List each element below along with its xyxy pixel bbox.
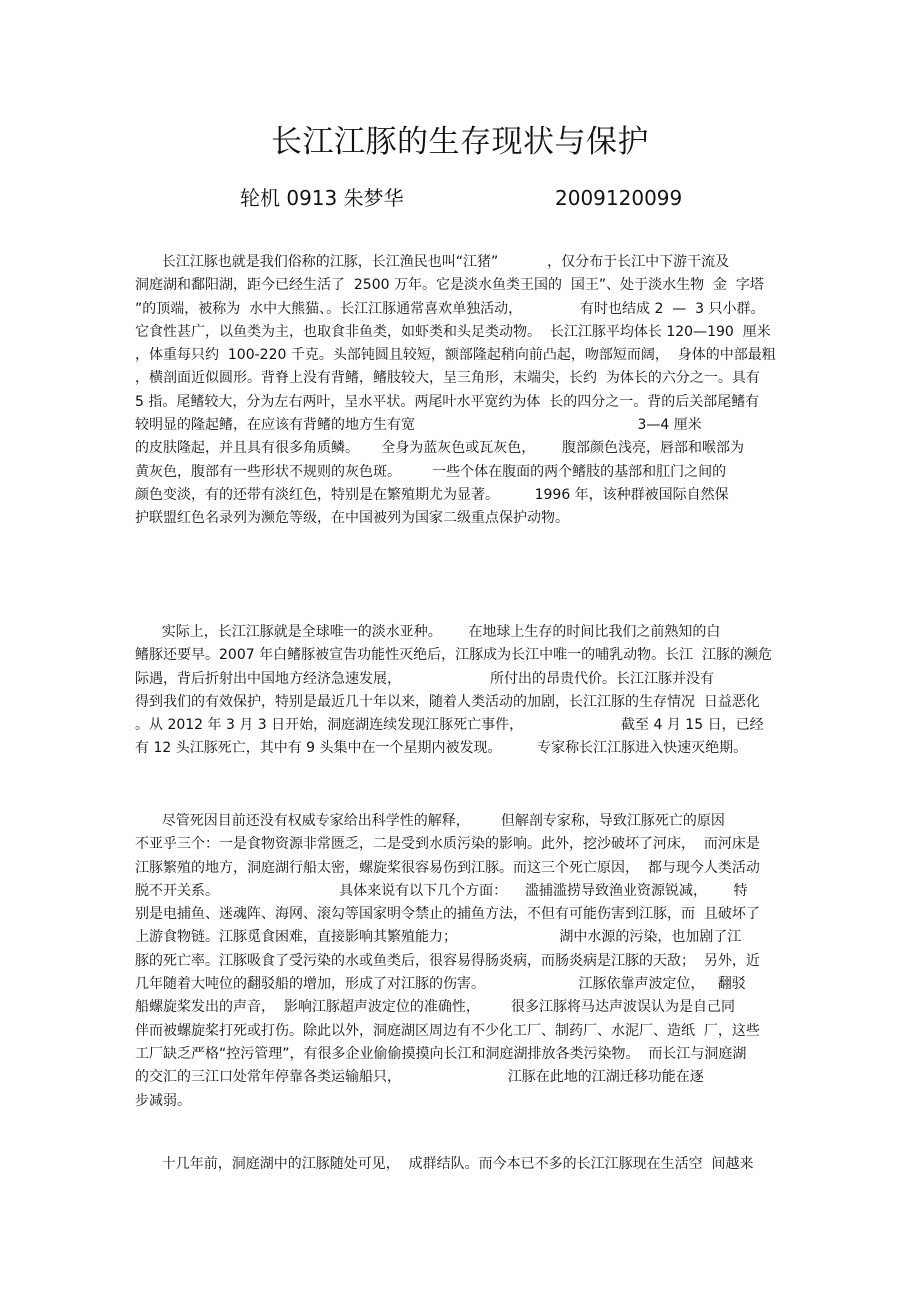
paragraph-line: 伴而被螺旋桨打死或打伤。除此以外，洞庭湖区周边有不少化工厂、制药厂、水泥厂、造纸 厂，这些	[135, 1022, 760, 1039]
paragraph-line: 际遇，背后折射出中国地方经济急速发展， 所付出的昂贵代价。长江江豚并没有	[135, 670, 715, 687]
paragraph-1	[135, 251, 780, 531]
paragraph-3	[135, 810, 780, 1113]
paragraph-line: 不亚乎三个：一是食物资源非常匮乏，二是受到水质污染的影响。此外，挖沙破坏了河床， 而河床是	[135, 836, 760, 853]
paragraph-line: 有 12 头江豚死亡，其中有 9 头集中在一个星期内被发现。 专家称长江江豚进入快速灭绝期。	[135, 740, 748, 757]
paragraph-line: 护联盟红色名录列为濒危等级，在中国被列为国家二级重点保护动物。	[135, 510, 569, 527]
paragraph-line: 尽管死因目前还没有权威专家给出科学性的解释， 但解剖专家称，导致江豚死亡的原因	[135, 813, 725, 829]
paragraph-line: 实际上，长江江豚就是全球唯一的淡水亚种。 在地球上生存的时间比我们之前熟知的白	[135, 624, 721, 640]
paragraph-line: ”的顶端，被称为 水中大熊猫、。长江江豚通常喜欢单独活动， 有时也结成 2 — 3 只小群。	[135, 300, 765, 317]
paragraph-line: 十几年前，洞庭湖中的江豚随处可见， 成群结队。而今本已不多的长江江豚现在生活空 间越来	[135, 1156, 754, 1172]
paragraph-line: 颜色变淡，有的还带有淡红色，特别是在繁殖期尤为显著。 1996 年，该种群被国际自然保	[135, 486, 729, 503]
student-id: 2009120099	[555, 186, 683, 210]
paragraph-line: 别是电捕鱼、迷魂阵、海网、滚勾等国家明令禁止的捕鱼方法，不但有可能伤害到江豚，而 且破坏了	[135, 906, 760, 923]
paragraph-line: 船螺旋桨发出的声音， 影响江豚超声波定位的准确性， 很多江豚将马达声波误认为是自己同	[135, 999, 736, 1016]
paragraph-4	[135, 1153, 780, 1176]
paragraph-line: 长江江豚也就是我们俗称的江豚，长江渔民也叫“江猪” ，仅分布于长江中下游干流及	[135, 254, 730, 270]
paragraph-line: ，体重每只约 100-220 千克。头部钝圆且较短，额部隆起稍向前凸起，吻部短而阔， 身体的中部最粗	[135, 347, 776, 364]
paragraph-line: 黄灰色，腹部有一些形状不规则的灰色斑。 一些个体在腹面的两个鳍肢的基部和肛门之间的	[135, 463, 727, 480]
paragraph-line: 豚的死亡率。江豚吸食了受污染的水或鱼类后，很容易得肠炎病，而肠炎病是江豚的天敌； 另外，近	[135, 952, 760, 969]
paragraph-line: 洞庭湖和鄱阳湖，距今已经生活了 2500 万年。它是淡水鱼类王国的 国王”、处于淡水生物 金 字塔	[135, 277, 764, 294]
paragraph-line: 鳍豚还要早。2007 年白鳍豚被宣告功能性灭绝后，江豚成为长江中唯一的哺乳动物。长江 江豚的濒危	[135, 647, 772, 664]
paragraph-line: 。从 2012 年 3 月 3 日开始，洞庭湖连续发现江豚死亡事件， 截至 4 月 15 日，已经	[135, 717, 764, 734]
paragraph-line: 较明显的隆起鳍，在应该有背鳍的地方生有宽 3—4 厘米	[135, 417, 702, 434]
document-title: 长江江豚的生存现状与保护	[271, 124, 649, 160]
paragraph-2	[135, 621, 780, 761]
paragraph-line: ，横剖面近似圆形。背脊上没有背鳍，鳍肢较大，呈三角形，末端尖，长约 为体长的六分之一。具有	[135, 370, 760, 387]
paragraph-line: 的皮肤隆起，并且具有很多角质鳞。 全身为蓝灰色或瓦灰色， 腹部颜色浅亮，唇部和喉部为	[135, 440, 744, 457]
paragraph-line: 江豚繁殖的地方，洞庭湖行船太密，螺旋桨很容易伤到江豚。而这三个死亡原因， 都与现今人类活动	[135, 859, 760, 876]
paragraph-line: 上游食物链。江豚觅食困难，直接影响其繁殖能力； 湖中水源的污染，也加剧了江	[135, 929, 742, 946]
paragraph-line: 脱不开关系。 具体来说有以下几个方面： 滥捕滥捞导致渔业资源锐减， 特	[135, 882, 748, 899]
paragraph-line: 的交汇的三江口处常年停靠各类运输船只， 江豚在此地的江湖迁移功能在逐	[135, 1069, 704, 1086]
paragraph-line: 5 指。尾鳍较大，分为左右两叶，呈水平状。两尾叶水平宽约为体 长的四分之一。背的后关部尾鳍有	[135, 393, 760, 410]
author-line: 轮机 0913 朱梦华	[240, 186, 404, 210]
paragraph-line: 几年随着大吨位的翻驳船的增加，形成了对江豚的伤害。 江豚依靠声波定位， 翻驳	[135, 976, 746, 993]
paragraph-line: 工厂缺乏严格“控污管理”，有很多企业偷偷摸摸向长江和洞庭湖排放各类污染物。 而长江与洞庭湖	[135, 1045, 747, 1062]
paragraph-line: 得到我们的有效保护，特别是最近几十年以来，随着人类活动的加剧，长江江豚的生存情况 日益恶化	[135, 693, 760, 710]
paragraph-line: 步减弱。	[135, 1092, 191, 1109]
paragraph-line: 它食性甚广，以鱼类为主，也取食非鱼类，如虾类和头足类动物。 长江江豚平均体长 120—190 厘米	[135, 323, 771, 340]
